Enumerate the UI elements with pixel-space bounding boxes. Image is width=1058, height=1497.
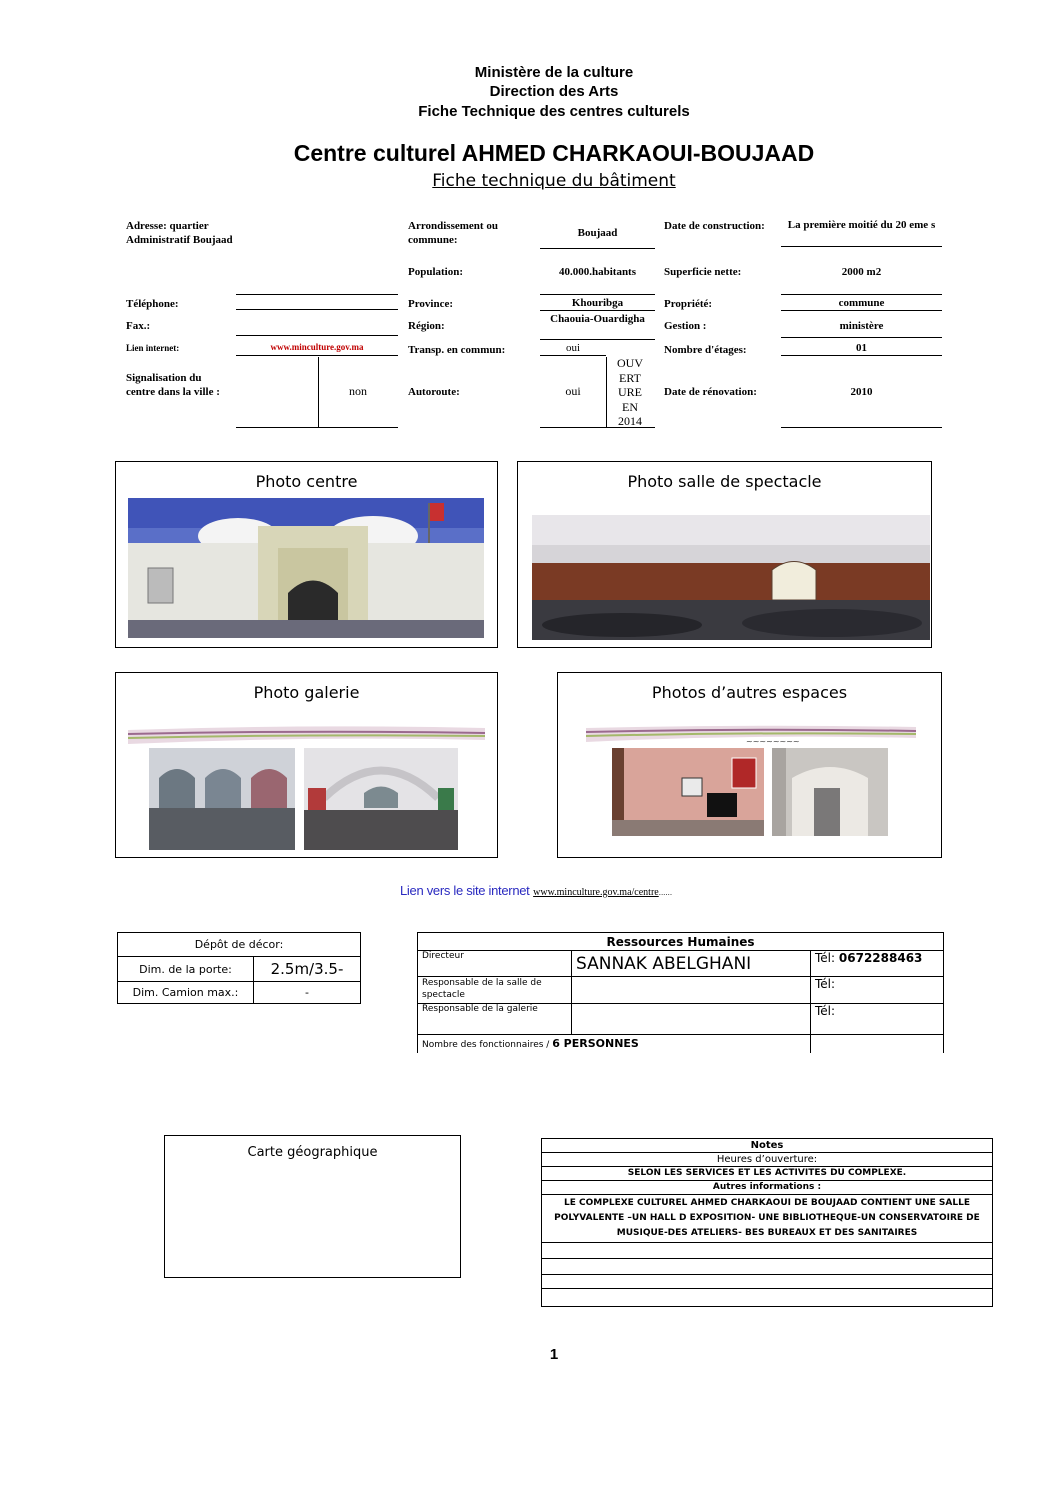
photo-salle-box (517, 461, 932, 648)
signalisation-label: Signalisation du centre dans la ville : (126, 372, 220, 398)
directeur-label: Directeur (418, 951, 572, 977)
rh-table (417, 932, 944, 1053)
salle-tel-label: Tél: (811, 977, 944, 1004)
province-label: Province: (408, 298, 454, 310)
rh-title: Ressources Humaines (418, 933, 944, 951)
photo-centre-box (115, 461, 498, 648)
transp-label: Transp. en commun: (408, 344, 506, 356)
depot-table (117, 932, 361, 1004)
fax-value (236, 320, 398, 336)
camion-value: - (254, 982, 361, 1004)
galerie-photo-1 (149, 748, 295, 850)
rule (781, 427, 942, 428)
page-subtitle: Fiche technique du bâtiment (432, 171, 676, 191)
fax-label: Fax.: (126, 320, 151, 332)
porte-value: 2.5m/3.5- (254, 957, 361, 982)
date-construction-value: La première moitié du 20 eme s (781, 218, 942, 247)
gestion-value: ministère (781, 319, 942, 338)
rule (540, 294, 655, 295)
direction-line: Direction des Arts (489, 83, 619, 100)
carte-box (164, 1135, 461, 1278)
directeur-value: SANNAK ABELGHANI (572, 951, 811, 977)
autres-photo-2 (772, 748, 888, 836)
telephone-label: Téléphone: (126, 298, 179, 310)
notes-title: Notes (542, 1139, 993, 1153)
population-value: 40.000.habitants (558, 266, 637, 278)
region-value: Chaouia-Ouardigha (540, 312, 655, 340)
directeur-tel-label: Tél: (815, 951, 836, 965)
ouverture-value: OUV ERT URE EN 2014 (617, 356, 643, 428)
page-title: Centre culturel AHMED CHARKAOUI-BOUJAAD (293, 140, 815, 166)
notes-table (541, 1138, 993, 1307)
site-link-url[interactable]: www.minculture.gov.ma/centre (533, 887, 659, 898)
site-link (400, 883, 672, 898)
notes-empty-row (542, 1289, 993, 1307)
population-label: Population: (408, 266, 464, 278)
photo-centre-title: Photo centre (255, 472, 358, 491)
salle-value (572, 977, 811, 1004)
photo-autres-box (557, 672, 942, 858)
porte-label: Dim. de la porte: (118, 957, 254, 982)
ministry-line: Ministère de la culture (474, 64, 634, 81)
notes-empty-row (542, 1275, 993, 1289)
etages-label: Nombre d'étages: (664, 344, 747, 356)
site-link-dots: ...... (658, 888, 673, 897)
photo-galerie-title: Photo galerie (253, 683, 360, 702)
galerie-photo-2 (304, 748, 458, 850)
renovation-label: Date de rénovation: (664, 386, 757, 398)
photo-galerie-box (115, 672, 498, 858)
galerie-label: Responsable de la galerie (418, 1004, 572, 1035)
rule (781, 294, 942, 295)
adresse-label: Adresse: quartier Administratif Boujaad (126, 220, 233, 246)
galerie-banner (128, 724, 485, 746)
superficie-label: Superficie nette: (664, 266, 742, 278)
galerie-value (572, 1004, 811, 1035)
etages-value: 01 (781, 341, 942, 356)
autres-photo-1 (612, 748, 764, 836)
salle-photo (532, 515, 930, 640)
fiche-line: Fiche Technique des centres culturels (418, 103, 690, 120)
centre-photo (128, 498, 484, 638)
superficie-value: 2000 m2 (841, 266, 882, 278)
arrondissement-value: Boujaad (540, 218, 655, 249)
page-number: 1 (549, 1346, 559, 1363)
telephone-value (236, 296, 398, 310)
photo-salle-title: Photo salle de spectacle (627, 472, 822, 491)
province-value: Khouribga (540, 296, 655, 311)
gestion-label: Gestion : (664, 320, 707, 332)
autoroute-label: Autoroute: (408, 386, 460, 398)
carte-title: Carte géographique (247, 1145, 378, 1160)
camion-label: Dim. Camion max.: (118, 982, 254, 1004)
autres-banner (586, 724, 916, 746)
rule (236, 294, 398, 295)
divider (606, 357, 607, 428)
propriete-value: commune (781, 296, 942, 311)
directeur-tel-value: 0672288463 (838, 951, 923, 965)
lien-label: Lien internet: (126, 343, 180, 353)
lien-value[interactable]: www.minculture.gov.ma (236, 342, 398, 356)
autres-label: Autres informations : (542, 1181, 993, 1195)
renovation-value: 2010 (850, 386, 873, 398)
notes-empty-row (542, 1259, 993, 1275)
date-construction-label: Date de construction: (664, 220, 765, 232)
region-label: Région: (408, 320, 445, 332)
salle-label: Responsable de la salle de spectacle (418, 977, 572, 1004)
galerie-tel-label: Tél: (811, 1004, 944, 1035)
svg-text:~~~~~~~~: ~~~~~~~~ (746, 737, 800, 746)
notes-empty-row (542, 1243, 993, 1259)
fonctionnaires-label: Nombre des fonctionnaires / (422, 1040, 550, 1051)
arrondissement-label: Arrondissement ou commune: (408, 220, 498, 246)
propriete-label: Propriété: (664, 298, 713, 310)
autres-value: LE COMPLEXE CULTUREL AHMED CHARKAOUI DE BOUJAAD CONTIENT UNE SALLE POLYVALENTE –UN HALL D EXPOSITION- UNE BIBLIOTHEQUE-UN CONSERVATOIRE DE MUSIQUE-DES ATELIERS- BES BUREAUX ET DES SANITAIRES (542, 1195, 993, 1243)
transp-value: oui (540, 341, 606, 356)
fonctionnaires-value: 6 PERSONNES (552, 1037, 639, 1051)
heures-value: SELON LES SERVICES ET LES ACTIVITES DU COMPLEXE. (542, 1167, 993, 1181)
autoroute-value: oui (565, 384, 581, 398)
depot-title: Dépôt de décor: (118, 933, 361, 957)
signalisation-value: non (349, 384, 367, 398)
site-link-label: Lien vers le site internet (400, 883, 530, 898)
heures-label: Heures d’ouverture: (542, 1153, 993, 1167)
photo-autres-title: Photos d’autres espaces (651, 683, 848, 702)
